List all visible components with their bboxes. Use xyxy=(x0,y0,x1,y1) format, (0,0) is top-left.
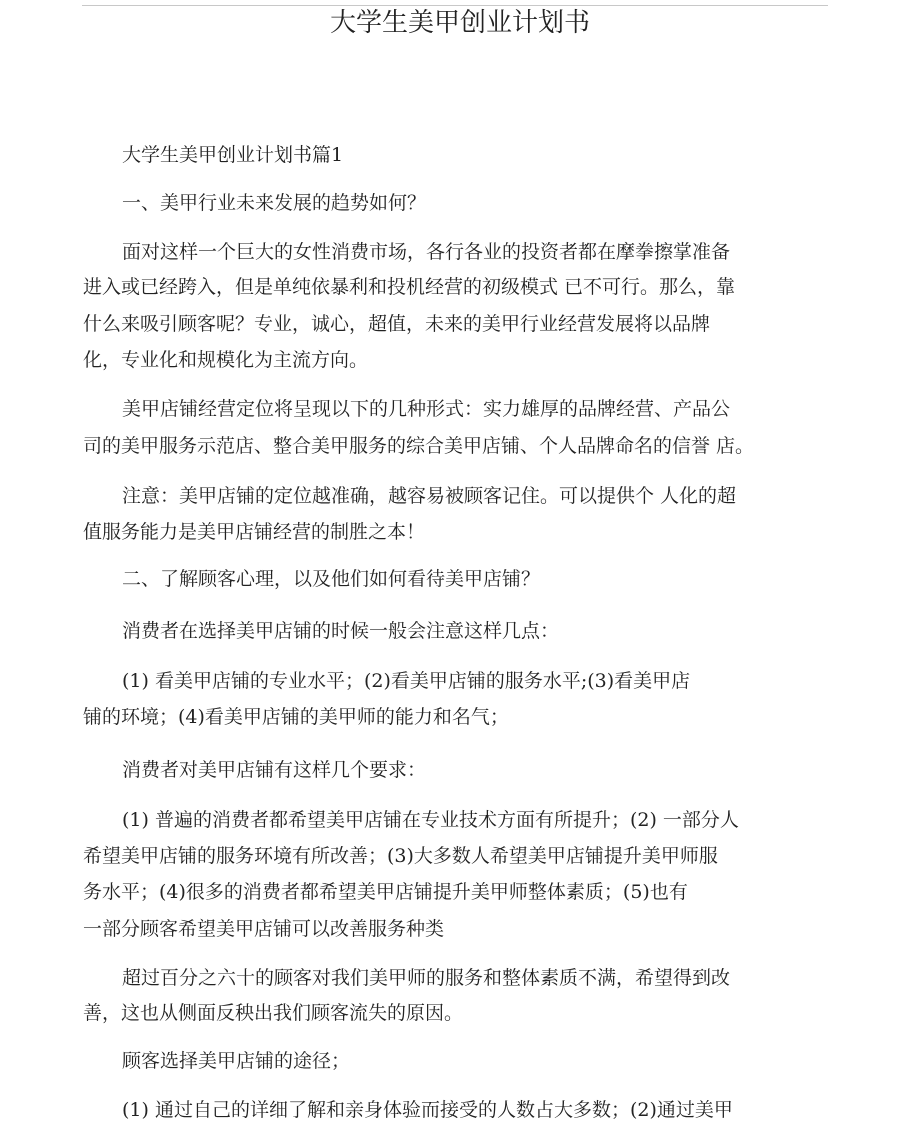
section-heading: 大学生美甲创业计划书篇1 xyxy=(122,144,344,166)
paragraph-line: (1) 通过自己的详细了解和亲身体验而接受的人数占大多数；(2)通过美甲 xyxy=(122,1099,733,1121)
paragraph-line: 顾客选择美甲店铺的途径； xyxy=(122,1050,351,1072)
paragraph-line: 一部分顾客希望美甲店铺可以改善服务种类 xyxy=(83,918,445,940)
paragraph-line: 面对这样一个巨大的女性消费市场，各行各业的投资者都在摩拳擦掌准备 xyxy=(122,241,731,263)
paragraph-line: (1) 普遍的消费者都希望美甲店铺在专业技术方面有所提升；(2) 一部分人 xyxy=(122,809,739,831)
paragraph-line: 化，专业化和规模化为主流方向。 xyxy=(83,349,369,371)
paragraph-line: 务水平；(4)很多的消费者都希望美甲店铺提升美甲师整体素质；(5)也有 xyxy=(83,881,688,903)
question-heading: 一、美甲行业未来发展的趋势如何？ xyxy=(122,192,427,214)
paragraph-line: 超过百分之六十的顾客对我们美甲师的服务和整体素质不满，希望得到改 xyxy=(122,967,731,989)
paragraph-line: 司的美甲服务示范店、整合美甲服务的综合美甲店铺、个人品牌命名的信誉 店。 xyxy=(83,435,755,457)
paragraph-line: 善，这也从侧面反秧出我们顾客流失的原因。 xyxy=(83,1002,464,1024)
paragraph-line: 什么来吸引顾客呢？专业，诚心，超值，未来的美甲行业经营发展将以品牌 xyxy=(83,313,711,335)
document-title: 大学生美甲创业计划书 xyxy=(329,8,590,38)
question-heading: 二、了解顾客心理，以及他们如何看待美甲店铺？ xyxy=(122,568,541,590)
paragraph-line: (1) 看美甲店铺的专业水平；(2)看美甲店铺的服务水平;(3)看美甲店 xyxy=(122,670,691,692)
paragraph-line: 值服务能力是美甲店铺经营的制胜之本！ xyxy=(83,521,426,543)
paragraph-line: 消费者在选择美甲店铺的时候一般会注意这样几点： xyxy=(122,620,560,642)
paragraph-line: 铺的环境；(4)看美甲店铺的美甲师的能力和名气； xyxy=(83,706,509,728)
paragraph-line: 消费者对美甲店铺有这样几个要求： xyxy=(122,759,427,781)
paragraph-line: 注意：美甲店铺的定位越准确，越容易被顾客记住。可以提供个 人化的超 xyxy=(122,485,737,507)
paragraph-line: 美甲店铺经营定位将呈现以下的几种形式：实力雄厚的品牌经营、产品公 xyxy=(122,398,731,420)
paragraph-line: 进入或已经跨入，但是单纯依暴利和投机经营的初级模式 已不可行。那么，靠 xyxy=(83,276,736,298)
paragraph-line: 希望美甲店铺的服务环境有所改善；(3)大多数人希望美甲店铺提升美甲师服 xyxy=(83,845,718,867)
